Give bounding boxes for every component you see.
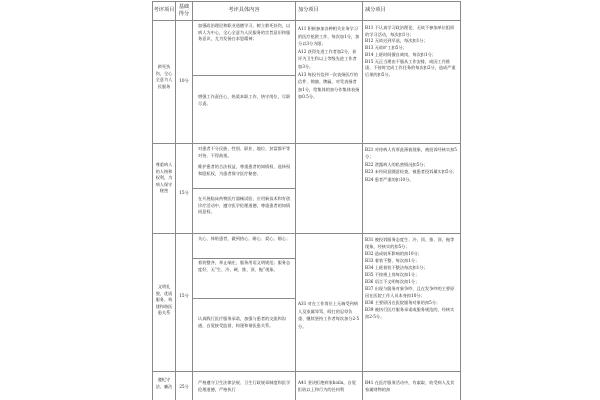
table-border-right xyxy=(460,1,461,400)
row-2-content-1: 对患者不分民族、性别、职业、地位、贫富都平等对待，不得歧视。 xyxy=(198,146,291,158)
row-2-project: 尊重病人的人格和权利，为病人保守秘密 xyxy=(155,162,173,194)
row-1-bonus: A11 积极参加各种相关业务学习的医疗抢救工作，每次加1分，加分以3分为限； A12 获得先进工作者加2分，获评为卫生科以上等级先进工作者加3分。 A13 每投书信到一次表扬医疗的信件、锦旗、牌匾、对受表扬者加1分，给集体的加分作集体表扬加0.5分。 xyxy=(298,26,360,100)
row-3-content-2: 着装整齐，举止端庄，服务用语文明规范；服务态度好，无“生、冷、硬、推、顶、拖”现象。 xyxy=(198,260,291,272)
content-divider xyxy=(192,188,295,189)
row-1-content-2: 增强工作责任心，热爱本职工作，恪守岗位，尽职尽责。 xyxy=(198,94,291,106)
row-3-content-1: 关心、体贴患者，做到热心、耐心、爱心、细心； xyxy=(198,236,291,241)
row-2-content-3: 在开展临床药物医疗器械试验、应用新技术和有创诊疗活动中，遵守医学伦理道德，尊重患者的知情同意权。 xyxy=(198,196,291,215)
content-divider xyxy=(192,75,295,76)
row-1-project: 救死扶伤，全心全意为人民服务 xyxy=(155,64,173,89)
header-score: 基础 得分 xyxy=(178,4,190,17)
row-2-score: 15分 xyxy=(179,190,189,195)
column-divider xyxy=(192,1,193,400)
header-deduct: 减分项目 xyxy=(365,7,386,13)
row-3-bonus: A31 对在工作岗位上无端受到病人及家属辱骂、殴打的忍辱负重、继续坚持工作者每次加分2-5分。 xyxy=(298,301,360,329)
header-divider xyxy=(152,20,460,21)
row-divider xyxy=(152,143,460,144)
table-border-left xyxy=(152,1,153,400)
header-bonus: 加分项目 xyxy=(298,7,319,13)
header-content: 考评具体内容 xyxy=(228,7,260,13)
table-border-top xyxy=(152,1,460,2)
row-divider xyxy=(152,371,460,372)
row-4-deduct: B41 在医疗服务活动中，有索取、收受病人及其家属财物的扣 xyxy=(365,380,455,392)
row-2-content-2: 维护患者的合法权益，尊重患者的知情权、选择权和隐私权，为患者保守医疗秘密。 xyxy=(198,164,291,176)
row-3-score: 15分 xyxy=(179,293,189,298)
column-divider xyxy=(295,1,296,400)
row-4-bonus: A41 坚决拒绝病家hoilu，自觉拒收以上和行为的任何利 xyxy=(298,380,356,392)
row-divider xyxy=(152,233,460,234)
content-divider xyxy=(192,298,295,299)
column-divider xyxy=(175,1,176,400)
row-2-deduct: B21 对待病人有厚此薄彼现象，被投诉经核实扣5分； B22 泄露病人的私密情况扣5分； B23 未经同意随意检查，被患者投诉属实扣5分； B24 患者严重的扣10分。 xyxy=(365,147,457,182)
row-4-project: 遵纪守法、廉洁 xyxy=(155,377,173,389)
content-divider xyxy=(192,258,295,259)
column-divider xyxy=(362,1,363,400)
row-4-score: 25分 xyxy=(179,384,189,389)
row-3-content-3: 认真践行医疗服务承诺，加强与患者的交流和沟通，自觉接受监督，构建和谐医患关系。 xyxy=(198,316,286,328)
row-3-deduct: B31 被投诉服务态度生、冷、顶、推、顶、拖等现象，经核实的扣5分； B32 造成较坏影响的扣10分； B33 着装不整，每次扣1分； B34 上班着装不整洁每次扣1分； B35 不按规上岗每次扣1分； B36 语言不文明每次扣1分； B37 出现与服务对象争吵，且在发争吵的主要原因在医院工作人员本身扣10分； B38 主要原因在医院服务对象的扣5分； B39 被执行医疗服务承诺或服务规范的，经核实扣2-5分。 xyxy=(365,237,455,319)
row-4-content-1: 严格遵守卫生法律法规、卫生行政规章制度和医学伦理道德，严格执行 xyxy=(198,380,291,392)
row-1-score: 10分 xyxy=(179,78,189,83)
header-project: 考评项目 xyxy=(153,7,175,13)
row-1-deduct: B11 不认真学习政治理论，无故不参加单位组织的学习活动，每次扣1分； B12 无故迟到早退，每次扣1分； B13 无故旷工扣5分； B14 上班时间擅自离岗，每次扣1分； B15 无正当理由不服从工作安排，或因工作推诿、不按时完成工作任务的每次扣2分，造成严重后果的扣5分。 xyxy=(365,25,456,77)
row-3-project: 文明礼貌、优质服务、构建和谐医患关系 xyxy=(155,284,173,316)
row-1-content-1: 加强政治理论和职业道德学习，树立救死扶伤，以病人为中心，全心全意为人民服务的宗旨意识和服务意识，尤为发扬白求恩精神； xyxy=(198,23,291,42)
